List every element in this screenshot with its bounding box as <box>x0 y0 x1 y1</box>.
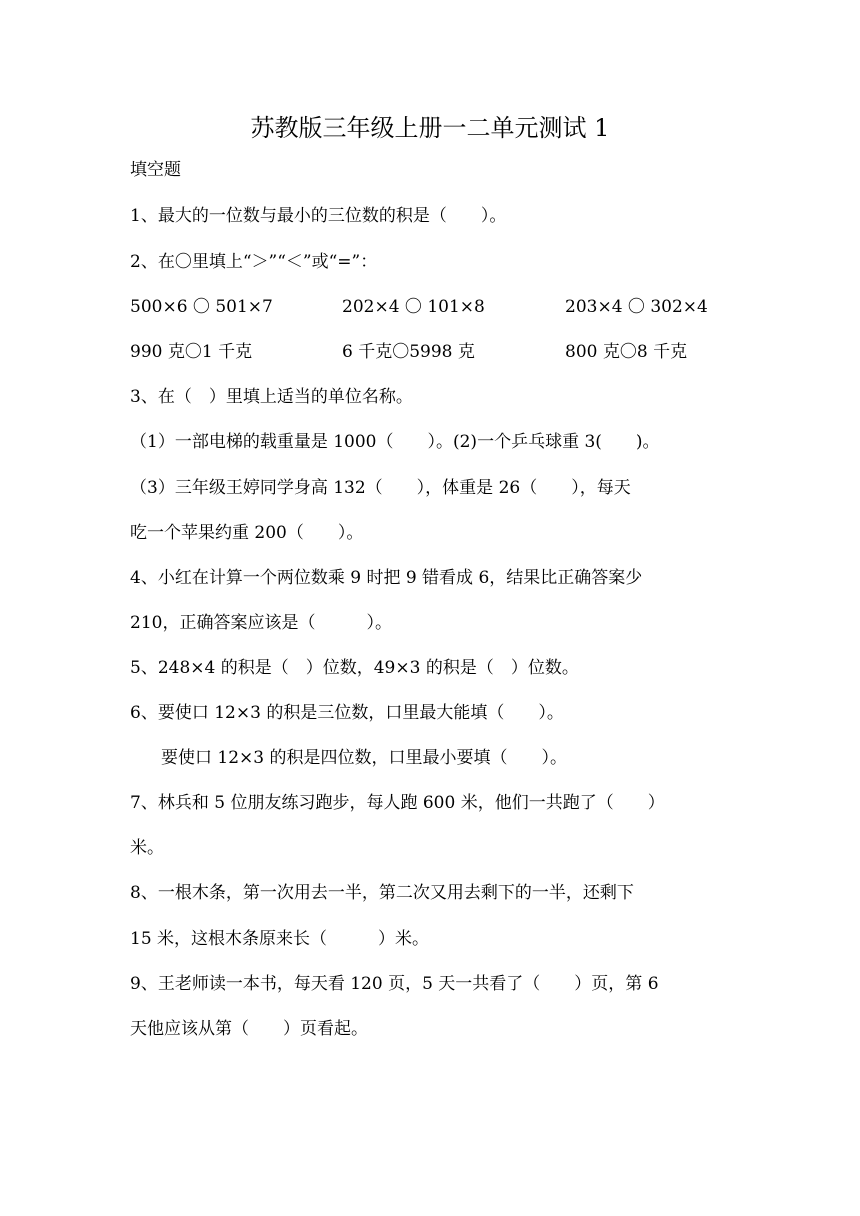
question-7-line-2: 米。 <box>130 838 164 858</box>
section-heading: 填空题 <box>130 160 181 180</box>
question-3: 3、在（ ）里填上适当的单位名称。 <box>130 387 413 407</box>
question-9-line-2: 天他应该从第（ ）页看起。 <box>130 1019 368 1039</box>
compare-item: 500×6 〇 501×7 <box>130 297 273 317</box>
question-7-line-1: 7、林兵和 5 位朋友练习跑步，每人跑 600 米，他们一共跑了（ ） <box>130 793 665 813</box>
compare-item: 202×4 〇 101×8 <box>342 297 485 317</box>
question-2: 2、在〇里填上“＞”“＜”或“=”： <box>130 252 378 272</box>
question-8-line-2: 15 米，这根木条原来长（ ）米。 <box>130 929 430 949</box>
page-title: 苏教版三年级上册一二单元测试 1 <box>250 114 610 142</box>
compare-item: 203×4 〇 302×4 <box>565 297 708 317</box>
question-1: 1、最大的一位数与最小的三位数的积是（ ）。 <box>130 206 507 226</box>
question-6-line-2: 要使口 12×3 的积是四位数，口里最小要填（ ）。 <box>161 748 567 768</box>
question-6-line-1: 6、要使口 12×3 的积是三位数，口里最大能填（ ）。 <box>130 703 564 723</box>
question-4-line-2: 210，正确答案应该是（ ）。 <box>130 613 392 633</box>
question-4-line-1: 4、小红在计算一个两位数乘 9 时把 9 错看成 6，结果比正确答案少 <box>130 568 643 588</box>
compare-item: 990 克〇1 千克 <box>130 342 253 362</box>
question-3-line-3: 吃一个苹果约重 200（ ）。 <box>130 523 364 543</box>
question-9-line-1: 9、王老师读一本书，每天看 120 页，5 天一共看了（ ）页，第 6 <box>130 974 659 994</box>
compare-item: 6 千克〇5998 克 <box>342 342 475 362</box>
question-8-line-1: 8、一根木条，第一次用去一半，第二次又用去剩下的一半，还剩下 <box>130 883 634 903</box>
question-3-line-1: （1）一部电梯的载重量是 1000（ ）。(2)一个乒乓球重 3( )。 <box>130 432 660 452</box>
question-3-line-2: （3）三年级王婷同学身高 132（ ），体重是 26（ ），每天 <box>130 478 631 498</box>
question-5: 5、248×4 的积是（ ）位数，49×3 的积是（ ）位数。 <box>130 658 579 678</box>
compare-item: 800 克〇8 千克 <box>565 342 688 362</box>
